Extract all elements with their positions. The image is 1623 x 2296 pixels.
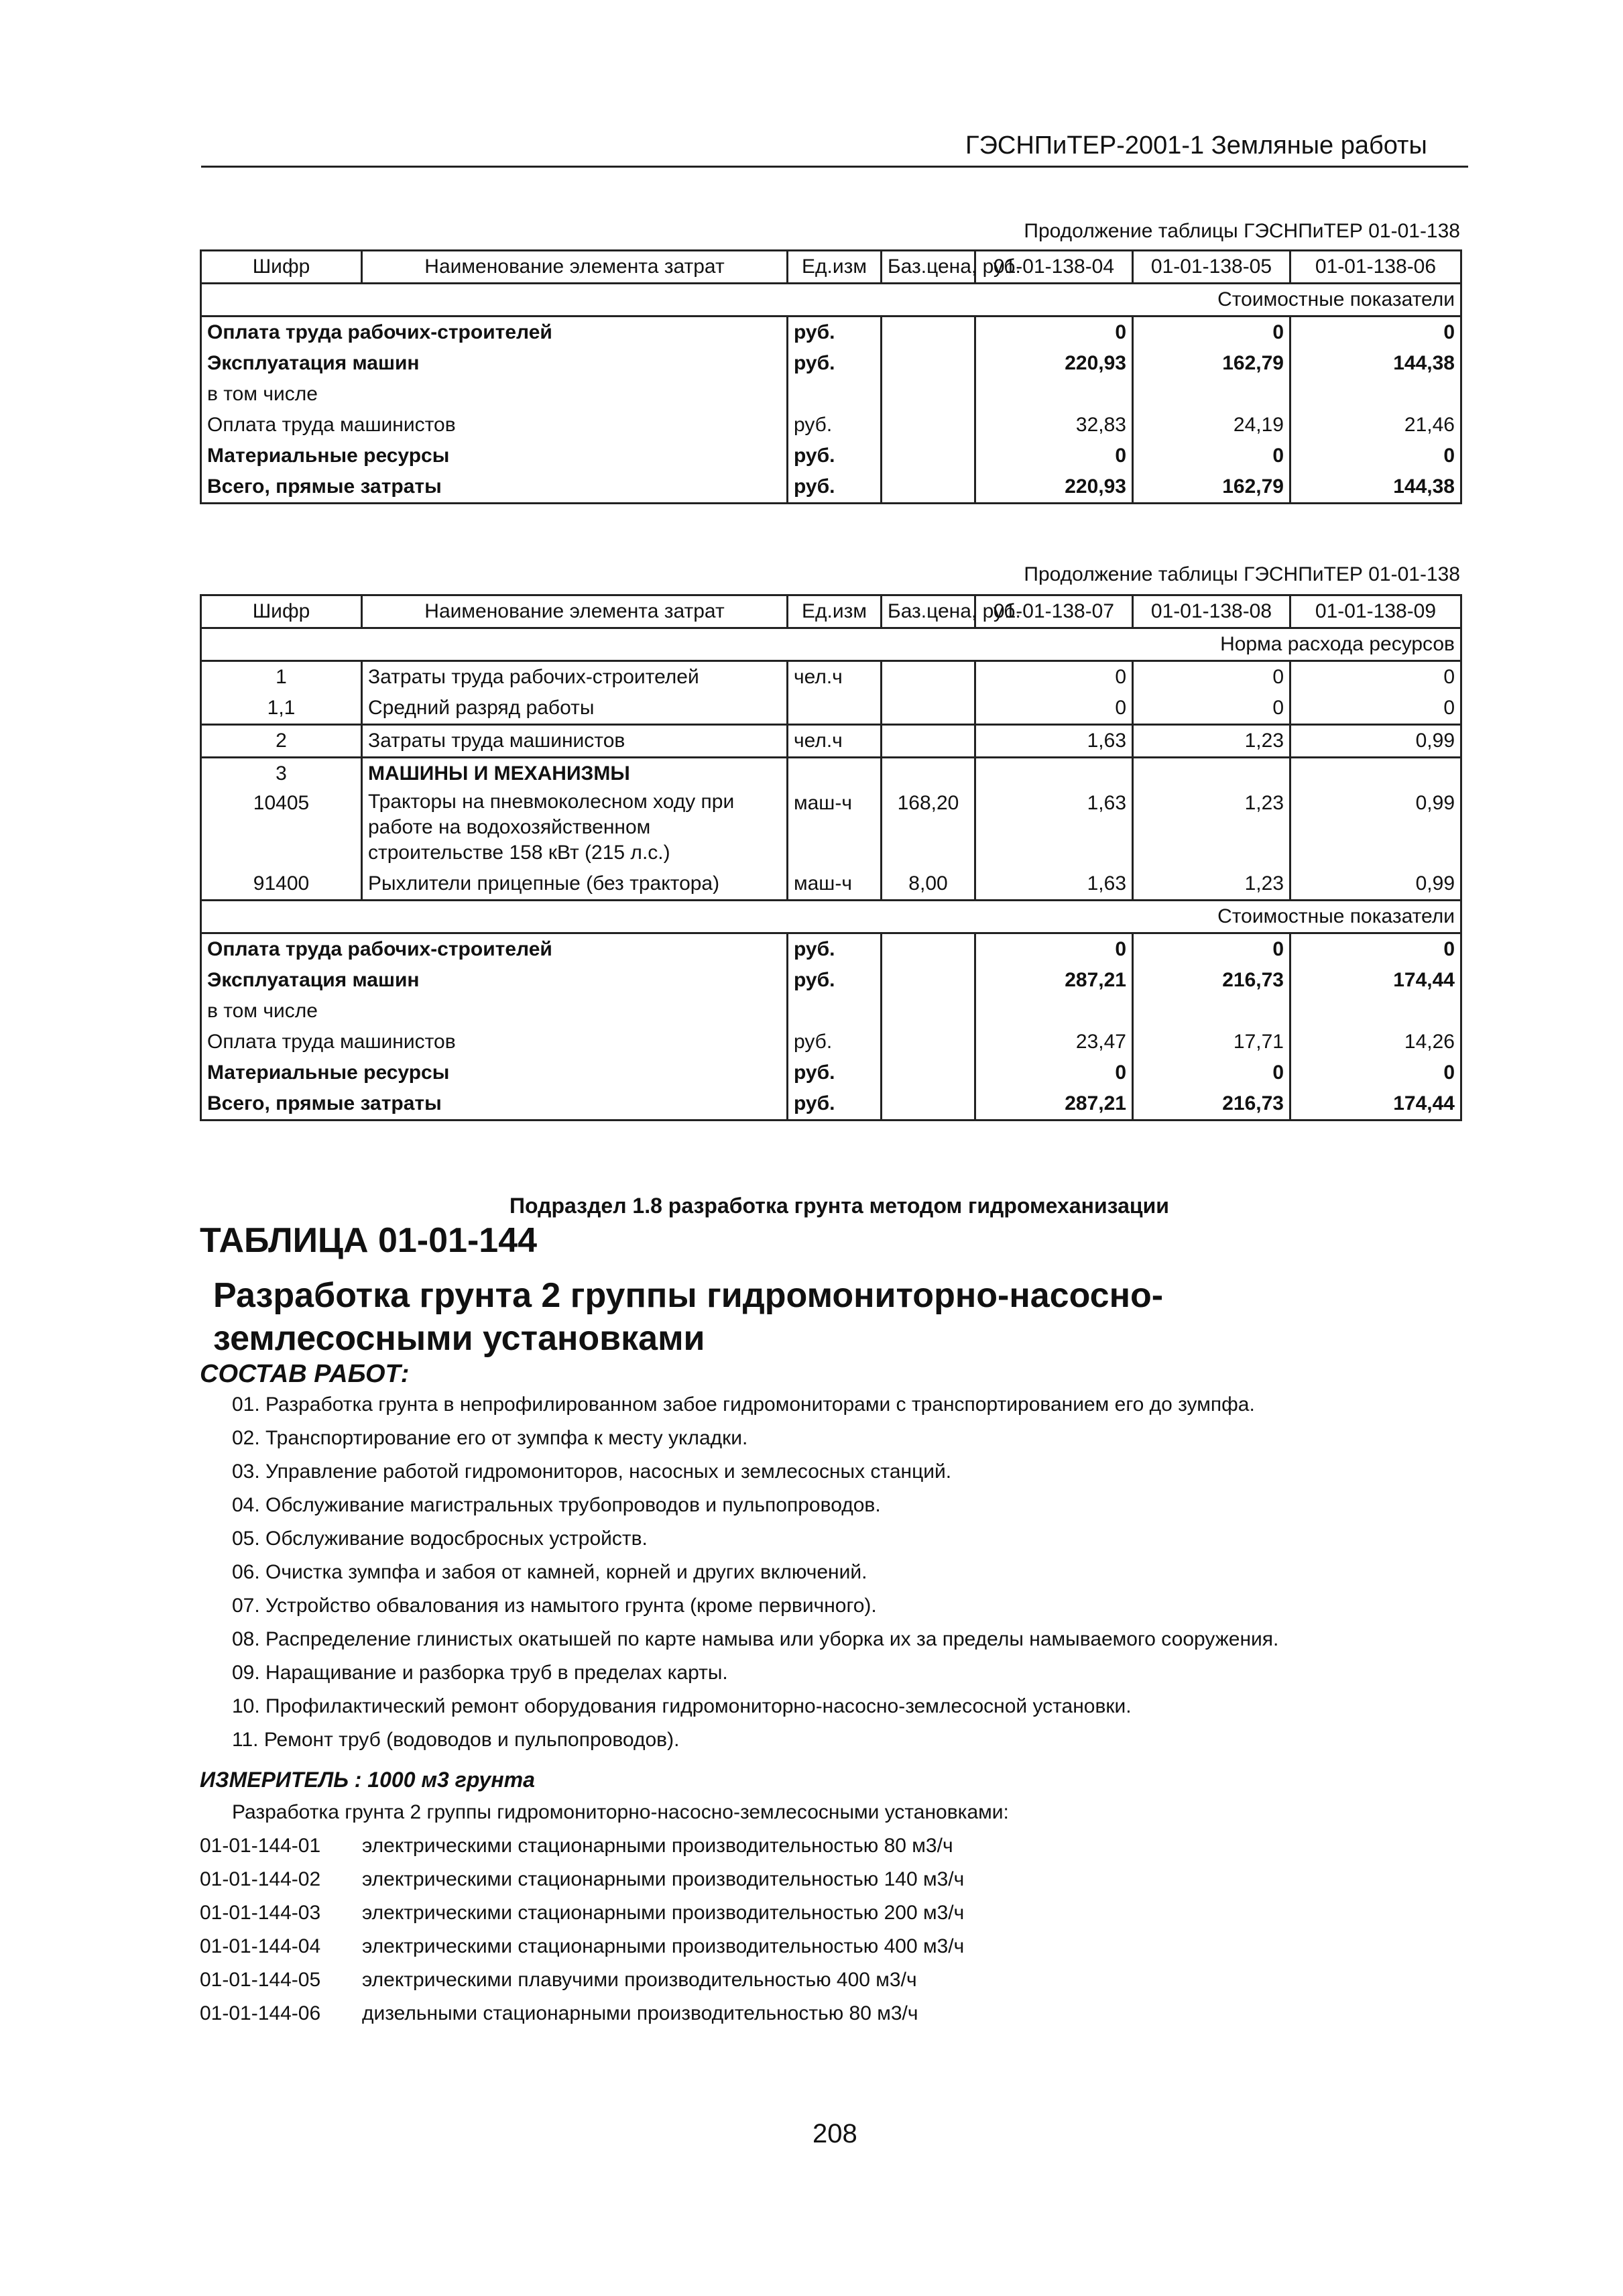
table-row: Всего, прямые затраты руб. 220,93 162,79 144,38	[201, 471, 1461, 504]
table-row: Оплата труда рабочих-строителей руб. 0 0 0	[201, 933, 1461, 966]
work-item: 06. Очистка зумпфа и забоя от камней, корней и других включений.	[232, 1561, 867, 1583]
item-code: 01-01-144-04	[200, 1935, 321, 1957]
col-header-price: Баз.цена, руб.	[882, 595, 975, 628]
col-header-name: Наименование элемента затрат	[362, 595, 788, 628]
table2-norm-label: Норма расхода ресурсов	[201, 628, 1461, 661]
table-row: 10405 Тракторы на пневмоколесном ходу при работе на водохозяйственном строительстве 158 кВт (215 л.с.) маш-ч 168,20 1,63 1,23 0,99	[201, 789, 1461, 868]
table-row: 1 Затраты труда рабочих-строителей чел.ч 0 0 0	[201, 661, 1461, 693]
table-row: 3 МАШИНЫ И МЕХАНИЗМЫ	[201, 758, 1461, 790]
col-header-138-04: 01-01-138-04	[975, 251, 1133, 284]
table-row: в том числе	[201, 379, 1461, 410]
measure-unit: ИЗМЕРИТЕЛЬ : 1000 м3 грунта	[200, 1768, 535, 1792]
table1-continuation: Продолжение таблицы ГЭСНПиТЕР 01-01-138	[1024, 220, 1460, 242]
item-code: 01-01-144-01	[200, 1835, 321, 1857]
work-item: 09. Наращивание и разборка труб в пределах карты.	[232, 1662, 728, 1684]
table2-continuation: Продолжение таблицы ГЭСНПиТЕР 01-01-138	[1024, 563, 1460, 585]
table1-section-label: Стоимостные показатели	[201, 284, 1461, 317]
table-code: ТАБЛИЦА 01-01-144	[200, 1221, 538, 1260]
header-rule	[201, 166, 1468, 168]
col-header-price: Баз.цена, руб.	[882, 251, 975, 284]
item-description: дизельными стационарными производительностью 80 м3/ч	[362, 2002, 918, 2024]
col-header-unit: Ед.изм	[788, 251, 882, 284]
work-item: 07. Устройство обвалования из намытого грунта (кроме первичного).	[232, 1595, 877, 1617]
col-header-138-09: 01-01-138-09	[1290, 595, 1461, 628]
col-header-name: Наименование элемента затрат	[362, 251, 788, 284]
col-header-138-05: 01-01-138-05	[1133, 251, 1290, 284]
table1-header-row	[201, 251, 1461, 284]
col-header-138-06: 01-01-138-06	[1290, 251, 1461, 284]
table-row: 91400 Рыхлители прицепные (без трактора) маш-ч 8,00 1,63 1,23 0,99	[201, 868, 1461, 901]
page-number: 208	[813, 2119, 857, 2148]
table-row: Всего, прямые затраты руб. 287,21 216,73 174,44	[201, 1088, 1461, 1121]
table-row: 1,1 Средний разряд работы 0 0 0	[201, 693, 1461, 725]
work-item: 02. Транспортирование его от зумпфа к месту укладки.	[232, 1427, 748, 1449]
col-header-138-07: 01-01-138-07	[975, 595, 1133, 628]
table2	[200, 594, 1462, 1121]
table-row: Эксплуатация машин руб. 220,93 162,79 144,38	[201, 348, 1461, 379]
item-description: электрическими стационарными производительностью 400 м3/ч	[362, 1935, 965, 1957]
list-intro: Разработка грунта 2 группы гидромониторно-насосно-землесосными установками:	[232, 1801, 1009, 1823]
item-code: 01-01-144-02	[200, 1868, 321, 1890]
col-header-code: Шифр	[201, 595, 362, 628]
item-code: 01-01-144-03	[200, 1902, 321, 1924]
table-title: Разработка грунта 2 группы гидромониторно-насосно-землесосными установками	[213, 1276, 1164, 1358]
work-item: 10. Профилактический ремонт оборудования гидромониторно-насосно-землесосной установки.	[232, 1695, 1132, 1717]
table-row: Оплата труда машинистов руб. 32,83 24,19 21,46	[201, 410, 1461, 441]
item-description: электрическими стационарными производительностью 140 м3/ч	[362, 1868, 965, 1890]
item-description: электрическими стационарными производительностью 80 м3/ч	[362, 1835, 953, 1857]
table-row: Эксплуатация машин руб. 287,21 216,73 174,44	[201, 965, 1461, 996]
work-item: 03. Управление работой гидромониторов, насосных и землесосных станций.	[232, 1460, 952, 1483]
table-row: Оплата труда рабочих-строителей руб. 0 0 0	[201, 317, 1461, 349]
table-row: Материальные ресурсы руб. 0 0 0	[201, 1057, 1461, 1088]
composition-heading: СОСТАВ РАБОТ:	[200, 1360, 410, 1388]
subsection-heading: Подраздел 1.8 разработка грунта методом гидромеханизации	[509, 1194, 1169, 1218]
table2-header-row	[201, 595, 1461, 628]
work-item: 08. Распределение глинистых окатышей по карте намыва или уборка их за пределы намываемого сооружения.	[232, 1628, 1279, 1650]
work-item: 04. Обслуживание магистральных трубопроводов и пульпопроводов.	[232, 1494, 881, 1516]
table1	[200, 249, 1462, 504]
work-item: 11. Ремонт труб (водоводов и пульпопроводов).	[232, 1729, 680, 1751]
item-code: 01-01-144-06	[200, 2002, 321, 2024]
item-description: электрическими стационарными производительностью 200 м3/ч	[362, 1902, 965, 1924]
work-item: 01. Разработка грунта в непрофилированном забое гидромониторами с транспортированием его до зумпфа.	[232, 1393, 1255, 1416]
item-code: 01-01-144-05	[200, 1969, 321, 1991]
col-header-code: Шифр	[201, 251, 362, 284]
work-item: 05. Обслуживание водосбросных устройств.	[232, 1528, 648, 1550]
col-header-unit: Ед.изм	[788, 595, 882, 628]
table-row: 2 Затраты труда машинистов чел.ч 1,63 1,23 0,99	[201, 725, 1461, 758]
running-header: ГЭСНПиТЕР-2001-1 Земляные работы	[965, 131, 1427, 160]
table2-cost-label: Стоимостные показатели	[201, 901, 1461, 933]
table-row: Материальные ресурсы руб. 0 0 0	[201, 441, 1461, 471]
table-row: Оплата труда машинистов руб. 23,47 17,71 14,26	[201, 1027, 1461, 1057]
table-row: в том числе	[201, 996, 1461, 1027]
col-header-138-08: 01-01-138-08	[1133, 595, 1290, 628]
item-description: электрическими плавучими производительностью 400 м3/ч	[362, 1969, 917, 1991]
